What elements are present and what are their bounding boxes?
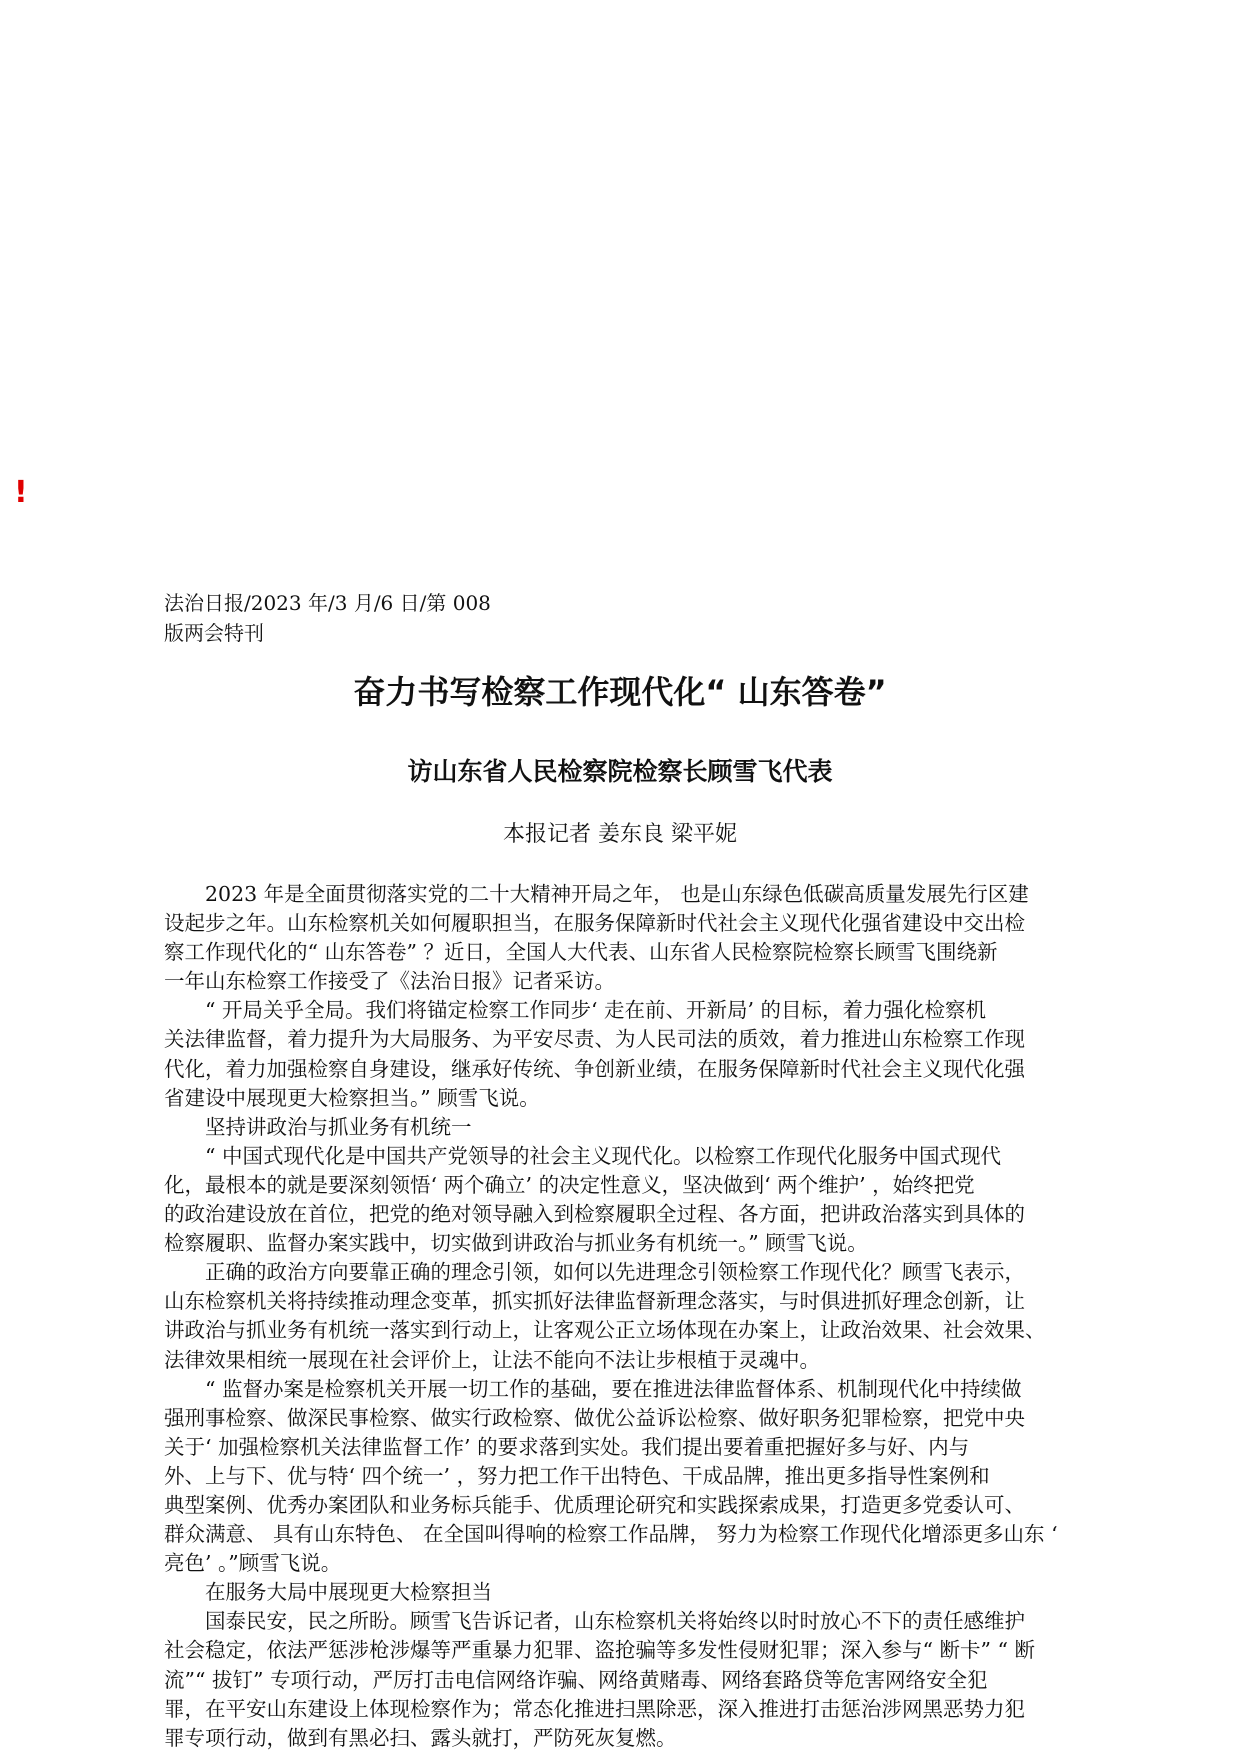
body-line: 典型案例、优秀办案团队和业务标兵能手、优质理论研究和实践探索成果，打造更多党委认可、 — [164, 1492, 1025, 1517]
body-line: 流”“ 拔钉” 专项行动，严厉打击电信网络诈骗、网络黄赌毒、网络套路贷等危害网络安全犯 — [164, 1667, 988, 1692]
body-line: 2023 年是全面贯彻落实党的二十大精神开局之年， 也是山东绿色低碳高质量发展先行区建 — [164, 882, 1029, 906]
body-line: 省建设中展现更大检察担当。” 顾雪飞说。 — [164, 1085, 540, 1110]
body-line: 正确的政治方向要靠正确的理念引领，如何以先进理念引领检察工作现代化？顾雪飞表示， — [164, 1260, 1025, 1285]
body-line: “ 监督办案是检察机关开展一切工作的基础，要在推进法律监督体系、机制现代化中持续做 — [164, 1376, 1022, 1401]
body-line: 设起步之年。山东检察机关如何履职担当，在服务保障新时代社会主义现代化强省建设中交出检 — [164, 911, 1025, 936]
section-heading: 在服务大局中展现更大检察担当 — [164, 1580, 492, 1605]
body-line: 讲政治与抓业务有机统一落实到行动上，让客观公正立场体现在办案上，让政治效果、社会效果、 — [164, 1318, 1046, 1343]
article-title: 奋力书写检察工作现代化“ 山东答卷” — [353, 673, 887, 711]
body-line: “ 开局关乎全局。我们将锚定检察工作同步‘ 走在前、开新局’ 的目标，着力强化检察机 — [164, 998, 987, 1023]
red-exclamation-mark: ! — [14, 475, 28, 510]
body-line: 强刑事检察、做深民事检察、做实行政检察、做优公益诉讼检察、做好职务犯罪检察，把党中央 — [164, 1405, 1025, 1430]
article-source — [164, 588, 491, 648]
body-line: 山东检察机关将持续推动理念变革，抓实抓好法律监督新理念落实，与时俱进抓好理念创新，让 — [164, 1289, 1025, 1314]
body-line: 国泰民安，民之所盼。顾雪飞告诉记者，山东检察机关将始终以时时放心不下的责任感维护 — [164, 1609, 1025, 1634]
body-line: 代化，着力加强检察自身建设，继承好传统、争创新业绩，在服务保障新时代社会主义现代化强 — [164, 1056, 1025, 1081]
body-line: “ 中国式现代化是中国共产党领导的社会主义现代化。以检察工作现代化服务中国式现代 — [164, 1143, 1001, 1168]
body-line: 罪专项行动，做到有黑必扫、露头就打，严防死灰复燃。 — [164, 1725, 677, 1750]
section-heading: 坚持讲政治与抓业务有机统一 — [164, 1114, 472, 1139]
article-body — [164, 880, 1094, 1753]
body-line: 罪，在平安山东建设上体现检察作为；常态化推进扫黑除恶，深入推进打击惩治涉网黑恶势力犯 — [164, 1696, 1025, 1721]
body-line: 群众满意、 具有山东特色、 在全国叫得响的检察工作品牌， 努力为检察工作现代化增添更多山东 ‘ — [164, 1522, 1058, 1547]
source-line: 法治日报/2023 年/3 月/6 日/第 008 — [164, 591, 491, 615]
body-line: 一年山东检察工作接受了《法治日报》记者采访。 — [164, 969, 615, 994]
body-line: 社会稳定，依法严惩涉枪涉爆等严重暴力犯罪、盗抢骗等多发性侵财犯罪；深入参与“ 断卡” “ 断 — [164, 1638, 1035, 1663]
article-byline: 本报记者 姜东良 梁平妮 — [503, 822, 737, 847]
body-line: 的政治建设放在首位，把党的绝对领导融入到检察履职全过程、各方面，把讲政治落实到具体的 — [164, 1202, 1025, 1227]
article-subtitle: 访山东省人民检察院检察长顾雪飞代表 — [407, 757, 833, 786]
body-line: 检察履职、监督办案实践中，切实做到讲政治与抓业务有机统一。” 顾雪飞说。 — [164, 1231, 868, 1256]
body-line: 亮色’ 。”顾雪飞说。 — [164, 1551, 342, 1576]
body-line: 法律效果相统一展现在社会评价上，让法不能向不法让步根植于灵魂中。 — [164, 1347, 820, 1372]
source-line: 版两会特刊 — [164, 621, 264, 645]
body-line: 化，最根本的就是要深刻领悟‘ 两个确立’ 的决定性意义，坚决做到‘ 两个维护’ ，始终把党 — [164, 1172, 975, 1197]
body-line: 察工作现代化的“ 山东答卷” ？近日，全国人大代表、山东省人民检察院检察长顾雪飞围绕新 — [164, 940, 998, 965]
body-line: 外、上与下、优与特‘ 四个统一’ ，努力把工作干出特色、干成品牌，推出更多指导性案例和 — [164, 1463, 990, 1488]
body-line: 关法律监督，着力提升为大局服务、为平安尽责、为人民司法的质效，着力推进山东检察工作现 — [164, 1027, 1025, 1052]
body-line: 关于‘ 加强检察机关法律监督工作’ 的要求落到实处。我们提出要着重把握好多与好、内与 — [164, 1434, 970, 1459]
